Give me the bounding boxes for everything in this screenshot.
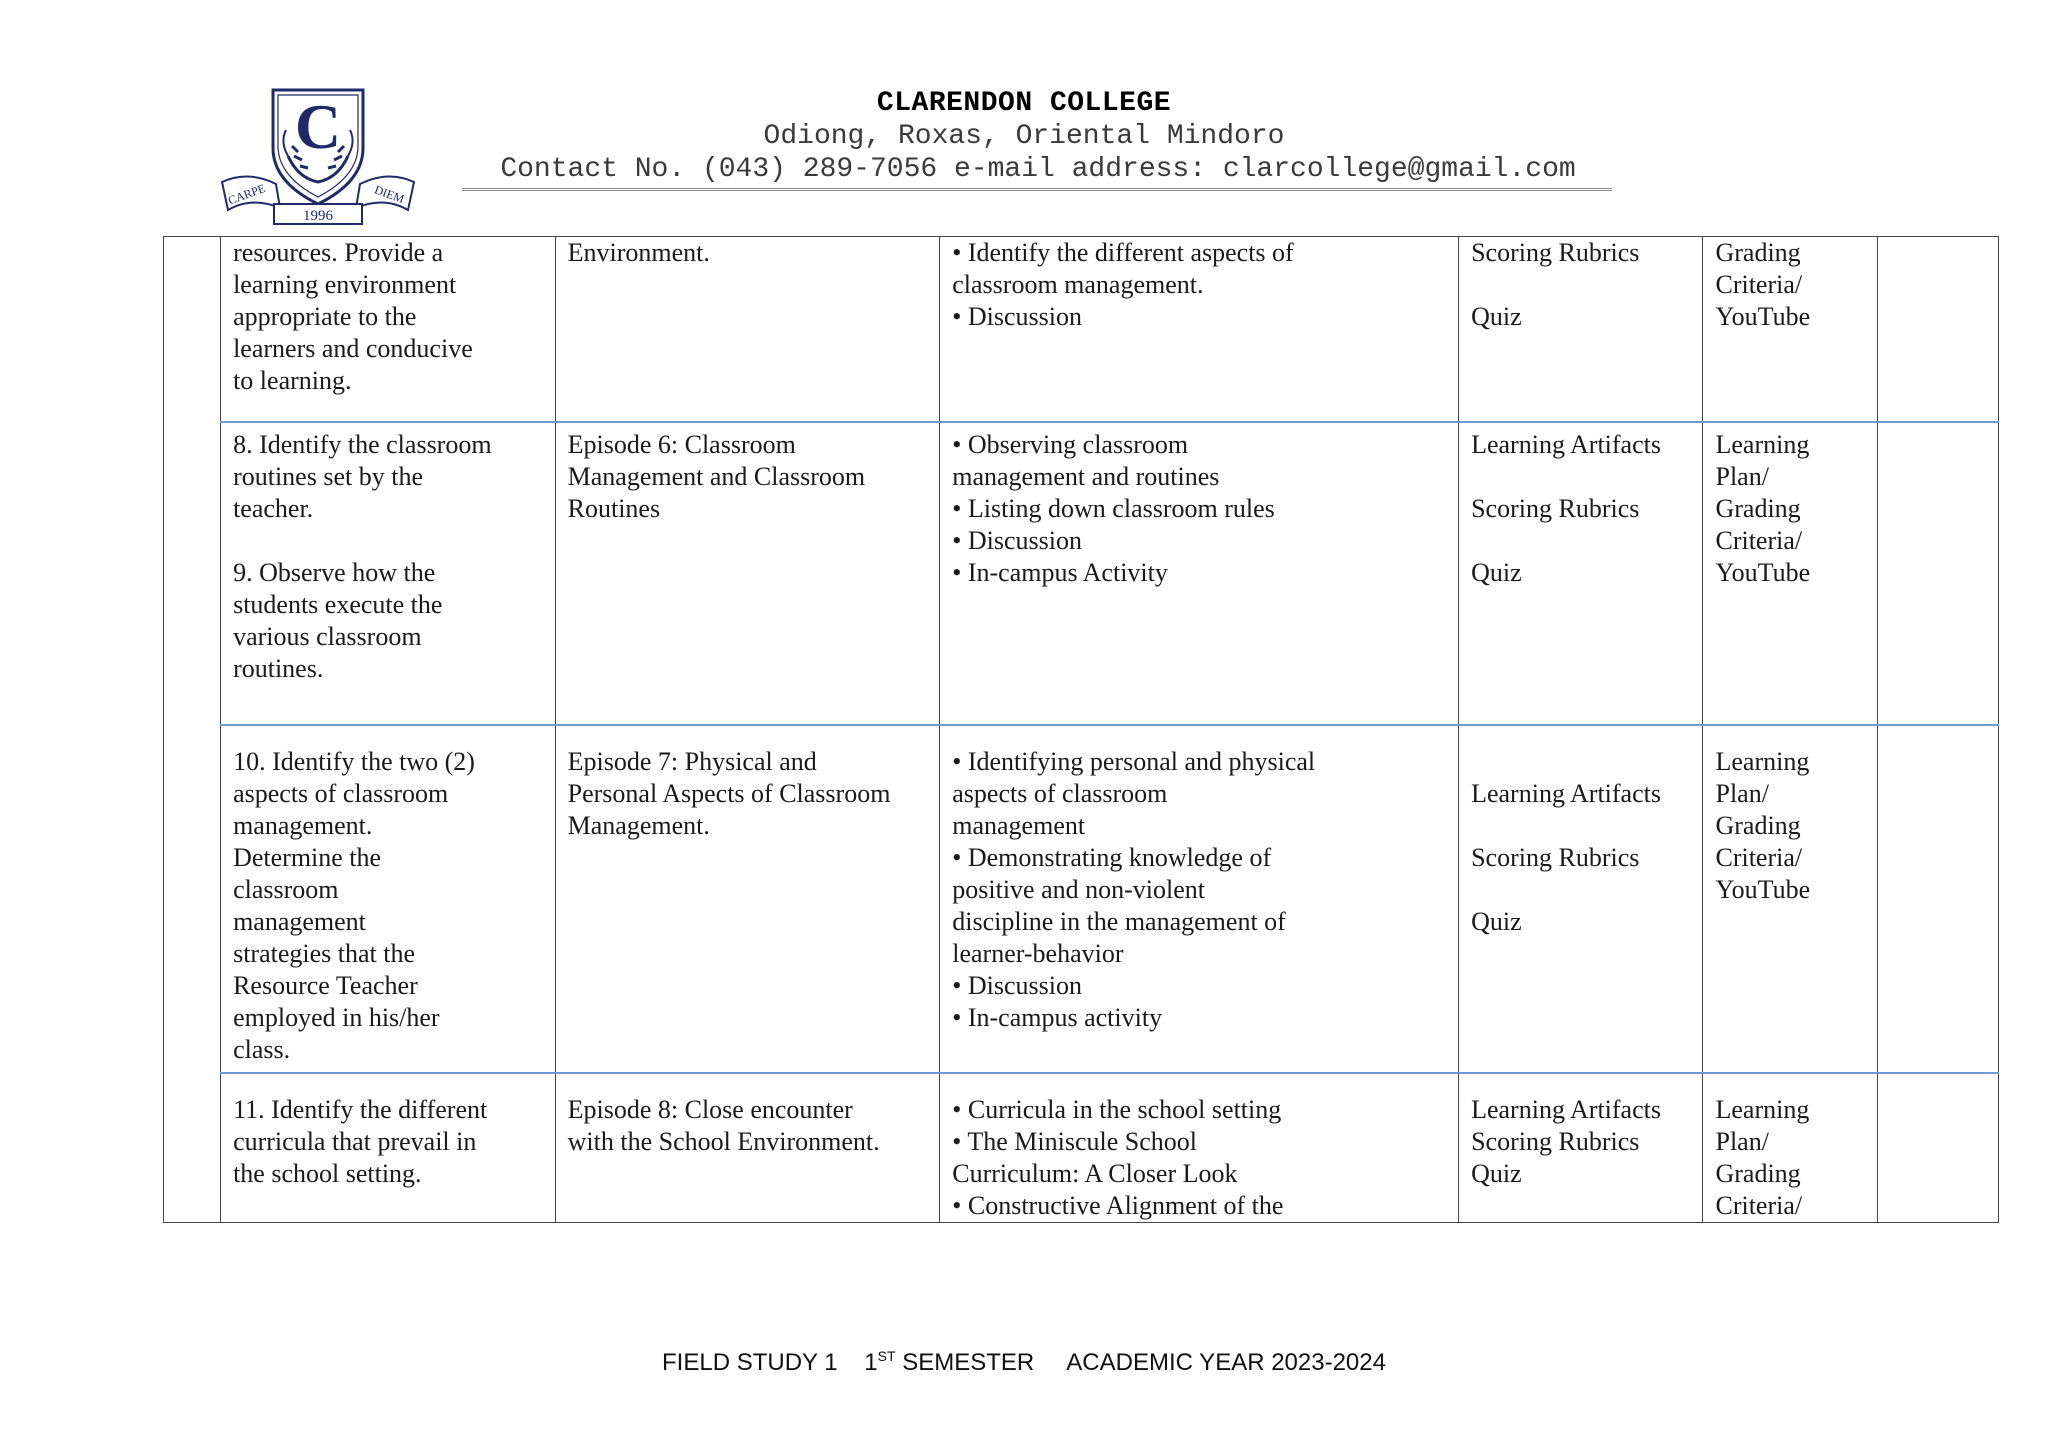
- resources-cell: Grading Criteria/ YouTube: [1703, 237, 1877, 422]
- header-divider: [462, 188, 1612, 201]
- institution-address: Odiong, Roxas, Oriental Mindoro: [763, 121, 1285, 152]
- table-row: [164, 1073, 1999, 1223]
- logo-motto-left: CARPE: [226, 181, 268, 208]
- topic-cell: Environment.: [555, 237, 940, 422]
- footer-semester-number: 1: [864, 1349, 878, 1376]
- document-footer: [0, 1348, 2048, 1377]
- resources-cell: Learning Plan/ Grading Criteria/ YouTube: [1703, 422, 1877, 725]
- syllabus-table: [163, 236, 1999, 1223]
- remarks-cell: [1877, 237, 1998, 422]
- blank-column-cell: [164, 237, 221, 1223]
- footer-course: FIELD STUDY 1: [662, 1349, 838, 1376]
- resources-cell: Learning Plan/ Grading Criteria/ YouTube: [1703, 725, 1877, 1073]
- assessment-cell: Learning Artifacts Scoring Rubrics Quiz: [1459, 725, 1703, 1073]
- institution-name: CLARENDON COLLEGE: [876, 88, 1172, 119]
- learning-outcome-cell: 11. Identify the different curricula that prevail in the school setting.: [221, 1073, 556, 1223]
- document-header: [0, 0, 2048, 230]
- institution-contact: Contact No. (043) 289-7056 e-mail address: clarcollege@gmail.com: [500, 154, 1576, 185]
- learning-outcome-cell: resources. Provide a learning environment appropriate to the learners and conducive to learning.: [221, 237, 556, 422]
- topic-cell: Episode 7: Physical and Personal Aspects of Classroom Management.: [555, 725, 940, 1073]
- table-row: [164, 422, 1999, 725]
- topic-cell: Episode 6: Classroom Management and Classroom Routines: [555, 422, 940, 725]
- learning-outcome-cell: 10. Identify the two (2) aspects of classroom management. Determine the classroom management strategies that the Resource Teacher employed in his/her class.: [221, 725, 556, 1073]
- resources-cell: Learning Plan/ Grading Criteria/: [1703, 1073, 1877, 1223]
- activities-cell: • Identifying personal and physical aspects of classroom management • Demonstrating knowledge of positive and non-violent discipline in the management of learner-behavior • Discussion • In-campus activity: [940, 725, 1459, 1073]
- assessment-cell: Learning Artifacts Scoring Rubrics Quiz: [1459, 1073, 1703, 1223]
- logo-year: 1996: [303, 208, 333, 224]
- activities-cell: • Curricula in the school setting • The Miniscule School Curriculum: A Closer Look • Constructive Alignment of the: [940, 1073, 1459, 1223]
- footer-semester-label: SEMESTER: [902, 1349, 1035, 1376]
- activities-cell: • Observing classroom management and routines • Listing down classroom rules • Discussion • In-campus Activity: [940, 422, 1459, 725]
- remarks-cell: [1877, 422, 1998, 725]
- logo-letter: C: [294, 91, 342, 162]
- assessment-cell: Learning Artifacts Scoring Rubrics Quiz: [1459, 422, 1703, 725]
- footer-academic-year: ACADEMIC YEAR 2023-2024: [1066, 1349, 1386, 1376]
- logo-motto-right: DIEM: [372, 182, 407, 207]
- activities-cell: • Identify the different aspects of classroom management. • Discussion: [940, 237, 1459, 422]
- assessment-cell: Scoring Rubrics Quiz: [1459, 237, 1703, 422]
- footer-semester-suffix: ST: [877, 1348, 896, 1364]
- table-row: [164, 725, 1999, 1073]
- table-row: [164, 237, 1999, 422]
- topic-cell: Episode 8: Close encounter with the School Environment.: [555, 1073, 940, 1223]
- remarks-cell: [1877, 1073, 1998, 1223]
- learning-outcome-cell: 8. Identify the classroom routines set by the teacher. 9. Observe how the students execute the various classroom routines.: [221, 422, 556, 725]
- remarks-cell: [1877, 725, 1998, 1073]
